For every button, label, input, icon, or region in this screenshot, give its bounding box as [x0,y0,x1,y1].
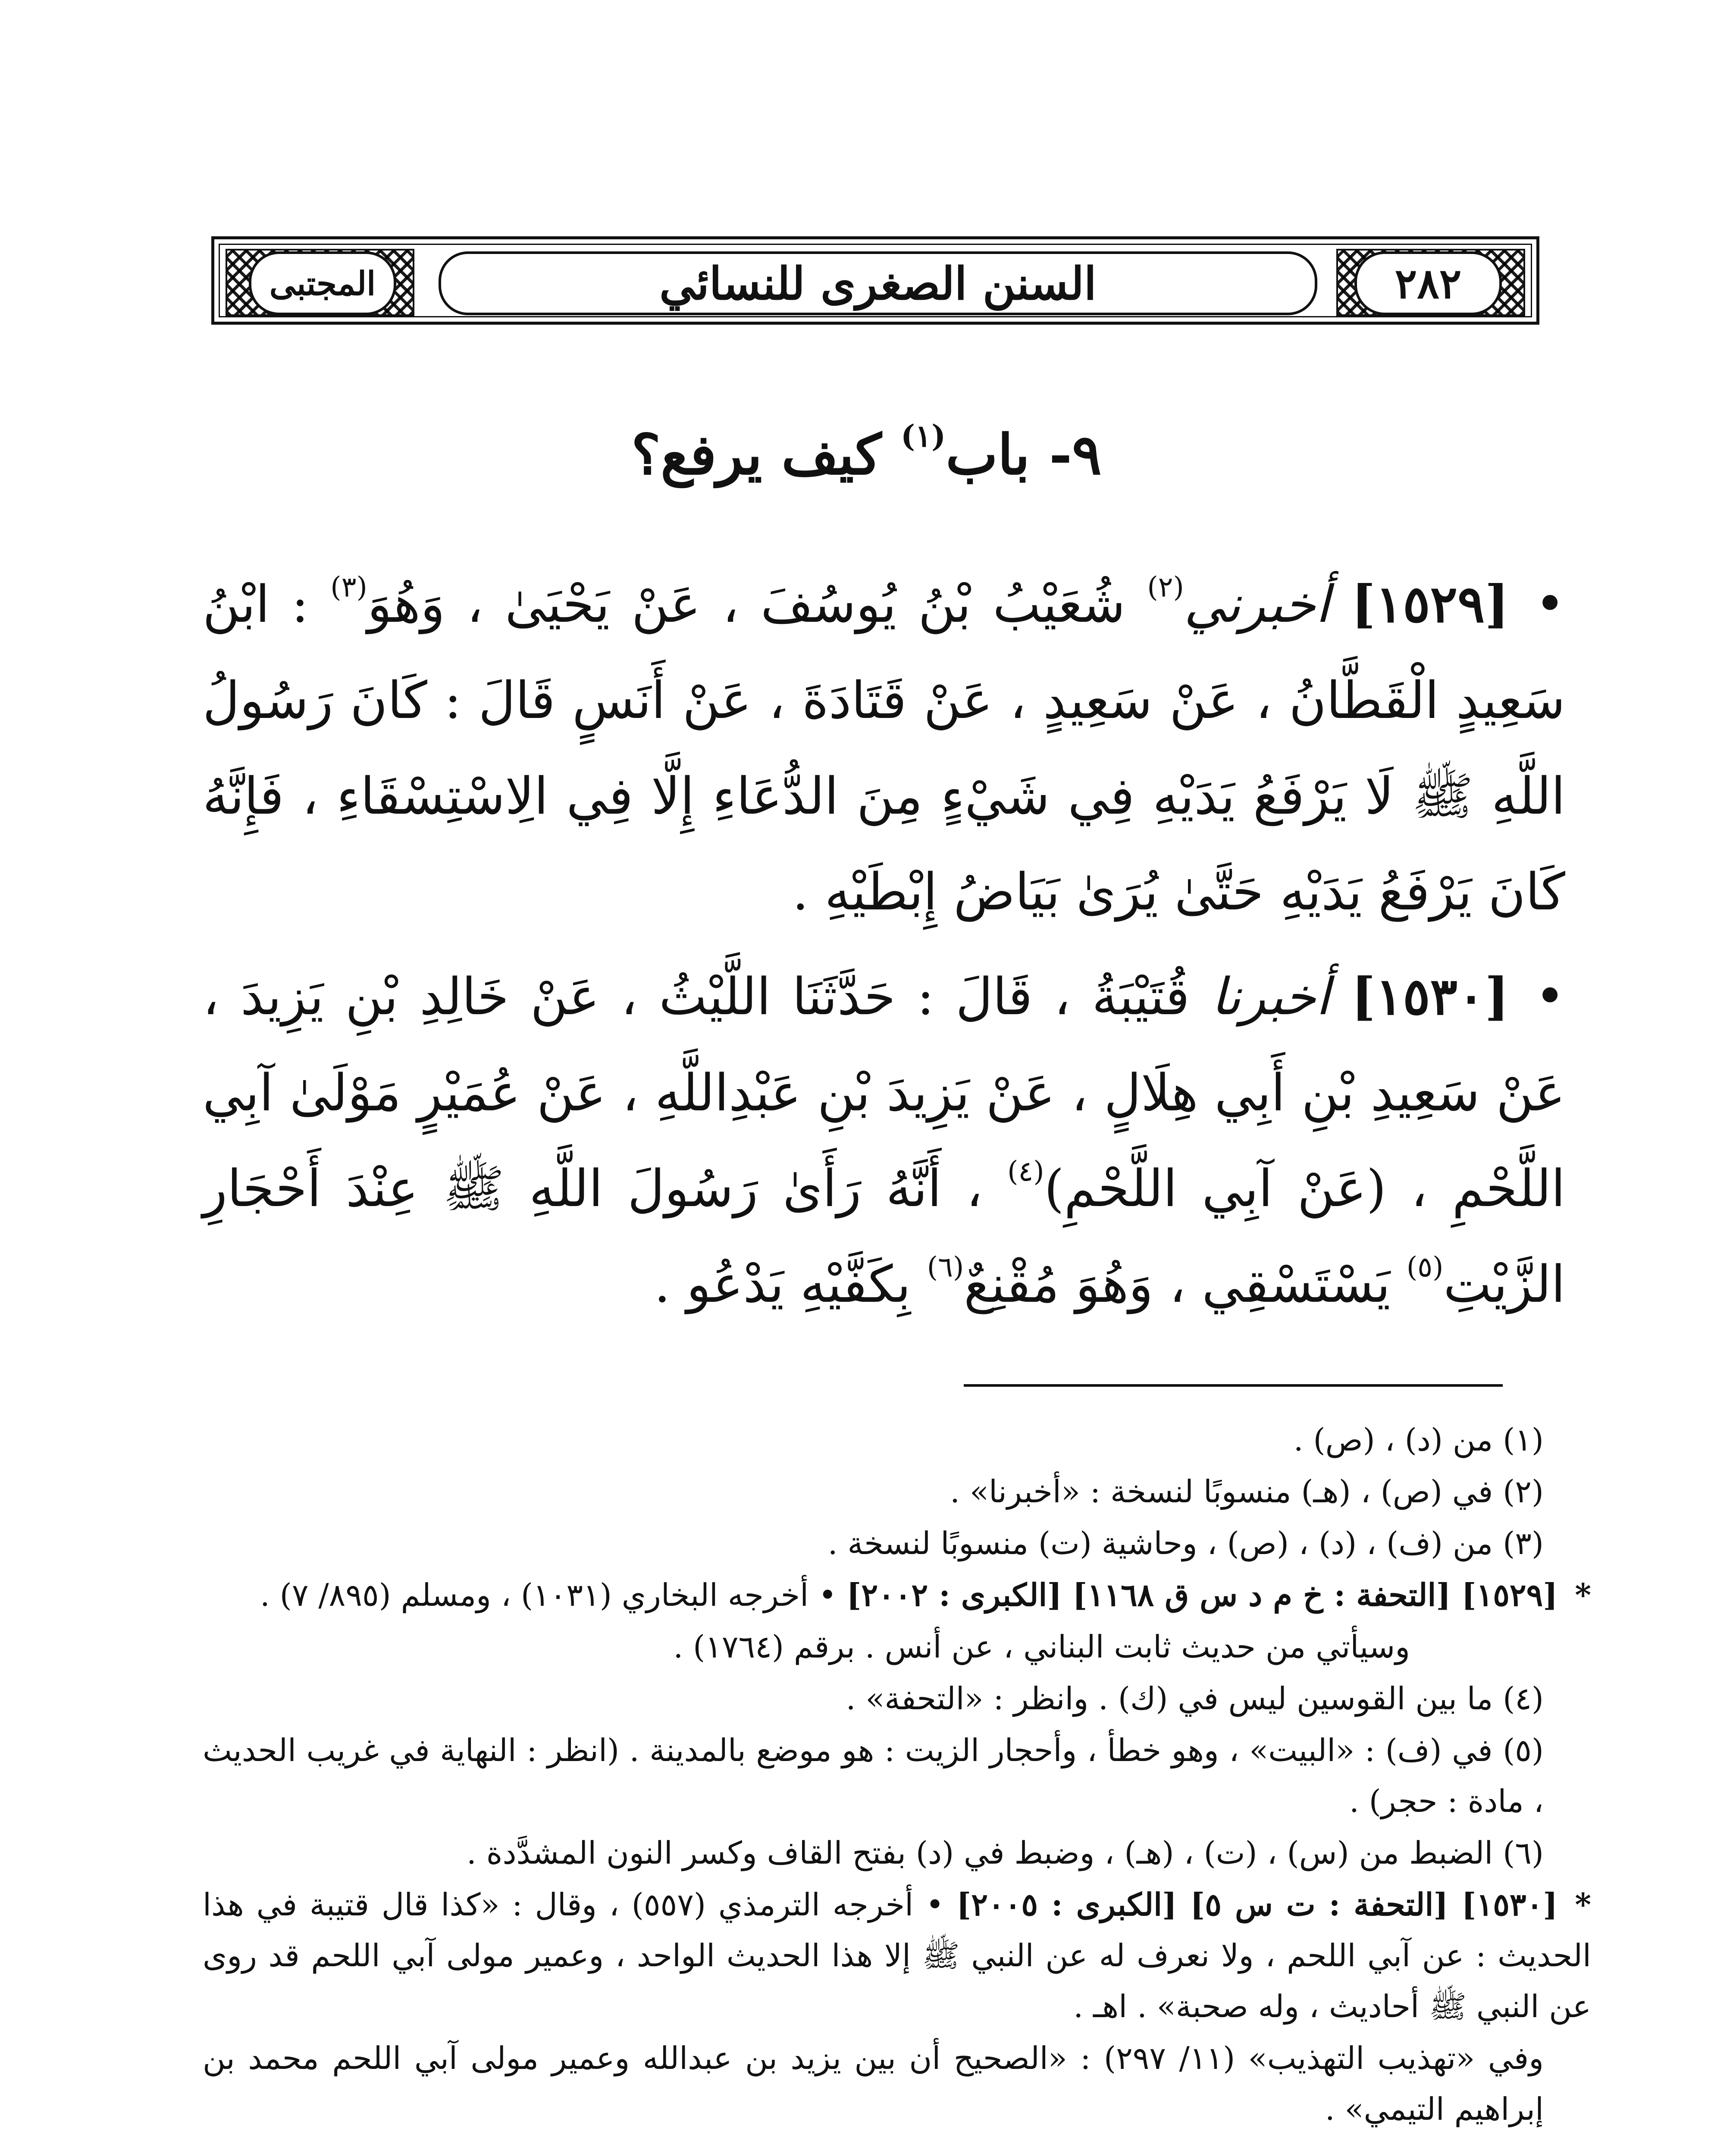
hadith-bullet [1509,574,1565,634]
footnote-2: (٢) في (ص) ، (هـ) منسوبًا لنسخة : «أخبرنا» . [950,1473,1544,1510]
hadith-text: يَسْتَسْقِي ، وَهُوَ مُقْنِعٌ [964,1254,1407,1314]
footnote-ref: (٣) [330,571,367,604]
hadith-1530 [203,949,1565,1332]
takhrij-text: • أخرجه الترمذي (٥٥٧) ، وقال : «كذا قال قتيبة في هذا الحديث : عن آبي اللحم ، ولا نعرف له عن النبي ﷺ إلا هذا الحديث الواحد ، وعمير مولى آبي اللحم قد روى عن النبي ﷺ أحاديث ، وله صحبة» . اهـ . [203,1887,1592,2024]
footnote-divider [964,1384,1503,1387]
hadith-1529 [203,556,1565,940]
header-logo: المجتبى [249,251,396,315]
takhrij-refs: [١٥٣٠] [التحفة : ت س ٥] [الكبرى : ٢٠٠٥] [956,1886,1558,1923]
chapter-label: باب [946,423,1030,487]
hadith-text: ، أَنَّهُ رَأَىٰ رَسُولَ اللَّهِ ﷺ عِنْدَ أَحْجَارِ الزَّيْتِ [203,1159,1565,1314]
narration-verb: أخبرني [1184,574,1330,634]
chapter-heading [0,414,1733,496]
hadith-text: شُعَيْبُ بْنُ يُوسُفَ ، عَنْ يَحْيَىٰ ، وَهُوَ [367,574,1147,634]
chapter-title: كيف يرفع؟ [631,423,882,487]
chapter-number: ٩- [1049,423,1102,487]
hadith-number: [١٥٢٩] [1351,574,1509,634]
takhrij-1530 [203,1879,1591,2032]
hadith-text: بِكَفَّيْهِ يَدْعُو . [654,1254,927,1314]
hadith-bullet [1509,967,1565,1026]
footnote-ref: (٢) [1147,571,1184,604]
footnote-ref: (٤) [1007,1155,1044,1188]
hadith-number: [١٥٣٠] [1351,966,1509,1026]
footnote-ref: (٦) [927,1251,964,1284]
footnote-1: (١) من (د) ، (ص) . [1293,1422,1544,1458]
footnote-4: (٤) ما بين القوسين ليس في (ك) . وانظر : «التحفة» . [846,1680,1544,1717]
takhrij-1529 [203,1570,1591,1620]
running-header [211,236,1539,325]
hadith-text: قُتَيْبَةُ ، قَالَ : حَدَّثَنَا اللَّيْثُ ، عَنْ خَالِدِ بْنِ يَزِيدَ ، عَنْ سَعِيدِ بْنِ أَبِي هِلَالٍ ، عَنْ يَزِيدَ بْنِ عَبْدِاللَّهِ ، عَنْ عُمَيْرٍ مَوْلَىٰ آبِي اللَّحْمِ ، (عَنْ آبِي اللَّحْمِ) [203,967,1565,1218]
footnotes [203,1414,1591,2135]
narration-verb: أخبرنا [1211,967,1330,1026]
footnote-ref: (٥) [1406,1251,1444,1284]
footnote-3: (٣) من (ف) ، (د) ، (ص) ، وحاشية (ت) منسوبًا لنسخة . [827,1525,1544,1561]
takhrij-refs: [١٥٢٩] [التحفة : خ م د س ق ١١٦٨] [الكبرى : ٢٠٠٢] [846,1576,1558,1613]
page-number: ٢٨٢ [1354,251,1502,315]
hadith-text: : ابْنُ سَعِيدٍ الْقَطَّانُ ، عَنْ سَعِيدٍ ، عَنْ قَتَادَةَ ، عَنْ أَنَسٍ قَالَ : كَانَ رَسُولُ اللَّهِ ﷺ لَا يَرْفَعُ يَدَيْهِ فِي شَيْءٍ مِنَ الدُّعَاءِ إِلَّا فِي الِاسْتِسْقَاءِ ، فَإِنَّهُ كَانَ يَرْفَعُ يَدَيْهِ حَتَّىٰ يُرَىٰ بَيَاضُ إِبْطَيْهِ . [203,574,1565,921]
star-marker: * [1575,1576,1591,1613]
takhrij-1530-note: وفي «تهذيب التهذيب» (١١/ ٢٩٧) : «الصحيح أن بين يزيد بن عبدالله وعمير مولى آبي اللحم محمد بن إبراهيم التيمي» . [203,2040,1544,2127]
star-marker: * [1575,1886,1591,1923]
takhrij-text: • أخرجه البخاري (١٠٣١) ، ومسلم (٨٩٥/ ٧) . [260,1577,837,1613]
footnote-6: (٦) الضبط من (س) ، (ت) ، (هـ) ، وضبط في (د) بفتح القاف وكسر النون المشدَّدة . [467,1835,1544,1871]
book-title: السنن الصغرى للنسائي [439,251,1317,315]
takhrij-1529-note: وسيأتي من حديث ثابت البناني ، عن أنس . برقم (١٧٦٤) . [673,1629,1410,1665]
footnote-ref: (١) [900,418,946,454]
footnote-5: (٥) في (ف) : «البيت» ، وهو خطأ ، وأحجار الزيت : هو موضع بالمدينة . (انظر : النهاية في غريب الحديث ، مادة : حجر) . [203,1732,1544,1819]
